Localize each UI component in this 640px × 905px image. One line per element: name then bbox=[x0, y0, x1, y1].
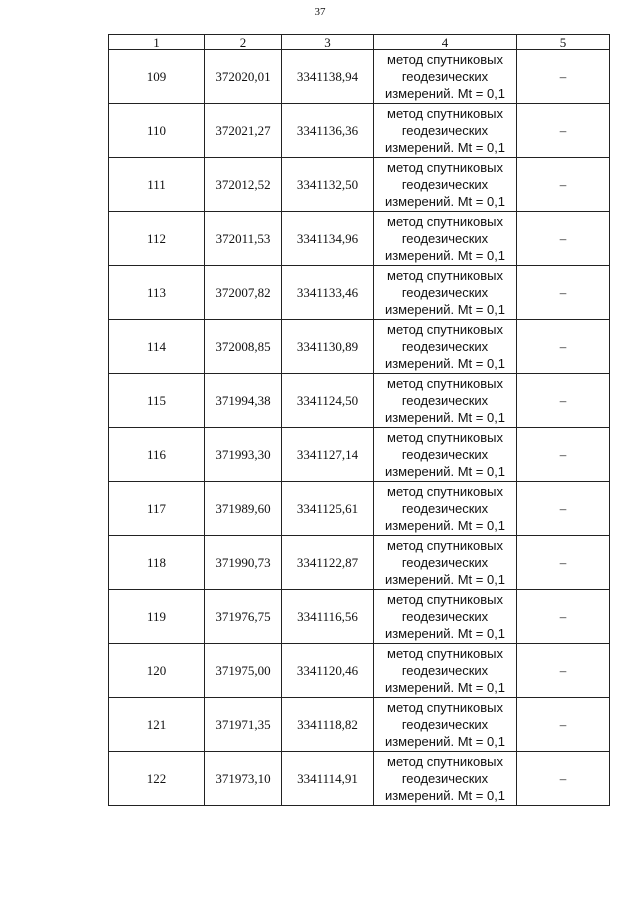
method-line: измерений. Mt = 0,1 bbox=[384, 518, 506, 533]
coordinate-y-cell: 3341138,94 bbox=[282, 50, 374, 104]
method-line: метод спутниковых bbox=[387, 106, 503, 121]
coordinate-y-cell: 3341136,36 bbox=[282, 104, 374, 158]
method-line: геодезических bbox=[401, 609, 489, 624]
coordinate-y-cell: 3341122,87 bbox=[282, 536, 374, 590]
method-line: измерений. Mt = 0,1 bbox=[384, 572, 506, 587]
method-line: метод спутниковых bbox=[387, 754, 503, 769]
method-line: измерений. Mt = 0,1 bbox=[384, 464, 506, 479]
note-cell: – bbox=[517, 266, 610, 320]
method-line: метод спутниковых bbox=[387, 322, 503, 337]
method-line: метод спутниковых bbox=[387, 376, 503, 391]
table-row bbox=[109, 536, 610, 590]
coordinate-x-cell: 371976,75 bbox=[205, 590, 282, 644]
coordinate-y-cell: 3341114,91 bbox=[282, 752, 374, 806]
coordinate-x-cell: 371990,73 bbox=[205, 536, 282, 590]
method-line: измерений. Mt = 0,1 bbox=[384, 140, 506, 155]
coordinate-x-cell: 372012,52 bbox=[205, 158, 282, 212]
method-line: метод спутниковых bbox=[387, 268, 503, 283]
table-row bbox=[109, 644, 610, 698]
method-line: геодезических bbox=[401, 717, 489, 732]
note-cell: – bbox=[517, 698, 610, 752]
point-number-cell: 109 bbox=[109, 50, 205, 104]
note-cell: – bbox=[517, 212, 610, 266]
method-cell bbox=[374, 536, 517, 590]
note-cell: – bbox=[517, 644, 610, 698]
method-cell bbox=[374, 266, 517, 320]
method-cell bbox=[374, 320, 517, 374]
coordinate-x-cell: 372008,85 bbox=[205, 320, 282, 374]
point-number-cell: 118 bbox=[109, 536, 205, 590]
coordinate-y-cell: 3341132,50 bbox=[282, 158, 374, 212]
coordinate-y-cell: 3341125,61 bbox=[282, 482, 374, 536]
note-cell: – bbox=[517, 752, 610, 806]
coordinate-x-cell: 372020,01 bbox=[205, 50, 282, 104]
method-line: геодезических bbox=[401, 501, 489, 516]
note-cell: – bbox=[517, 536, 610, 590]
method-line: измерений. Mt = 0,1 bbox=[384, 626, 506, 641]
point-number-cell: 112 bbox=[109, 212, 205, 266]
table-row bbox=[109, 698, 610, 752]
method-line: измерений. Mt = 0,1 bbox=[384, 194, 506, 209]
method-line: измерений. Mt = 0,1 bbox=[384, 248, 506, 263]
coordinate-y-cell: 3341130,89 bbox=[282, 320, 374, 374]
coordinate-y-cell: 3341120,46 bbox=[282, 644, 374, 698]
table-row bbox=[109, 104, 610, 158]
coordinate-y-cell: 3341118,82 bbox=[282, 698, 374, 752]
table-row bbox=[109, 212, 610, 266]
note-cell: – bbox=[517, 104, 610, 158]
method-cell bbox=[374, 374, 517, 428]
method-line: метод спутниковых bbox=[387, 160, 503, 175]
method-line: измерений. Mt = 0,1 bbox=[384, 86, 506, 101]
method-line: метод спутниковых bbox=[387, 484, 503, 499]
method-cell bbox=[374, 104, 517, 158]
note-cell: – bbox=[517, 590, 610, 644]
method-cell bbox=[374, 212, 517, 266]
table-row bbox=[109, 320, 610, 374]
method-line: измерений. Mt = 0,1 bbox=[384, 734, 506, 749]
coordinate-y-cell: 3341124,50 bbox=[282, 374, 374, 428]
method-line: геодезических bbox=[401, 339, 489, 354]
method-line: измерений. Mt = 0,1 bbox=[384, 788, 506, 803]
method-line: измерений. Mt = 0,1 bbox=[384, 680, 506, 695]
point-number-cell: 119 bbox=[109, 590, 205, 644]
method-line: геодезических bbox=[401, 69, 489, 84]
method-line: метод спутниковых bbox=[387, 538, 503, 553]
method-line: геодезических bbox=[401, 285, 489, 300]
point-number-cell: 122 bbox=[109, 752, 205, 806]
method-line: измерений. Mt = 0,1 bbox=[384, 356, 506, 371]
method-cell bbox=[374, 482, 517, 536]
method-line: измерений. Mt = 0,1 bbox=[384, 410, 506, 425]
table-row bbox=[109, 50, 610, 104]
table-row bbox=[109, 374, 610, 428]
coordinate-x-cell: 371971,35 bbox=[205, 698, 282, 752]
point-number-cell: 117 bbox=[109, 482, 205, 536]
method-cell bbox=[374, 590, 517, 644]
method-line: метод спутниковых bbox=[387, 52, 503, 67]
coordinate-y-cell: 3341133,46 bbox=[282, 266, 374, 320]
coordinate-x-cell: 371994,38 bbox=[205, 374, 282, 428]
note-cell: – bbox=[517, 320, 610, 374]
table-row bbox=[109, 428, 610, 482]
method-cell bbox=[374, 50, 517, 104]
method-cell bbox=[374, 158, 517, 212]
method-line: геодезических bbox=[401, 555, 489, 570]
coordinate-x-cell: 372011,53 bbox=[205, 212, 282, 266]
point-number-cell: 116 bbox=[109, 428, 205, 482]
point-number-cell: 115 bbox=[109, 374, 205, 428]
method-cell bbox=[374, 428, 517, 482]
note-cell: – bbox=[517, 428, 610, 482]
method-line: измерений. Mt = 0,1 bbox=[384, 302, 506, 317]
method-line: геодезических bbox=[401, 771, 489, 786]
note-cell: – bbox=[517, 482, 610, 536]
table-row bbox=[109, 158, 610, 212]
header-cell-1: 1 bbox=[109, 35, 205, 50]
method-line: метод спутниковых bbox=[387, 430, 503, 445]
note-cell: – bbox=[517, 50, 610, 104]
coordinate-y-cell: 3341134,96 bbox=[282, 212, 374, 266]
method-line: геодезических bbox=[401, 393, 489, 408]
method-line: метод спутниковых bbox=[387, 592, 503, 607]
point-number-cell: 114 bbox=[109, 320, 205, 374]
note-cell: – bbox=[517, 374, 610, 428]
point-number-cell: 121 bbox=[109, 698, 205, 752]
header-cell-3: 3 bbox=[282, 35, 374, 50]
method-line: геодезических bbox=[401, 231, 489, 246]
coordinate-x-cell: 371989,60 bbox=[205, 482, 282, 536]
coordinate-x-cell: 371973,10 bbox=[205, 752, 282, 806]
method-line: геодезических bbox=[401, 447, 489, 462]
coordinate-x-cell: 372007,82 bbox=[205, 266, 282, 320]
header-cell-4: 4 bbox=[374, 35, 517, 50]
point-number-cell: 110 bbox=[109, 104, 205, 158]
coordinates-table bbox=[108, 34, 610, 806]
table-row bbox=[109, 590, 610, 644]
method-cell bbox=[374, 752, 517, 806]
coordinate-y-cell: 3341127,14 bbox=[282, 428, 374, 482]
header-cell-5: 5 bbox=[517, 35, 610, 50]
point-number-cell: 113 bbox=[109, 266, 205, 320]
method-line: метод спутниковых bbox=[387, 646, 503, 661]
point-number-cell: 111 bbox=[109, 158, 205, 212]
method-line: метод спутниковых bbox=[387, 700, 503, 715]
coordinate-x-cell: 371993,30 bbox=[205, 428, 282, 482]
note-cell: – bbox=[517, 158, 610, 212]
method-cell bbox=[374, 644, 517, 698]
header-row bbox=[109, 35, 610, 50]
method-line: геодезических bbox=[401, 177, 489, 192]
table-row bbox=[109, 752, 610, 806]
coordinate-x-cell: 371975,00 bbox=[205, 644, 282, 698]
method-line: геодезических bbox=[401, 123, 489, 138]
page-number: 37 bbox=[314, 6, 326, 18]
method-cell bbox=[374, 698, 517, 752]
table-row bbox=[109, 266, 610, 320]
header-cell-2: 2 bbox=[205, 35, 282, 50]
point-number-cell: 120 bbox=[109, 644, 205, 698]
coordinate-y-cell: 3341116,56 bbox=[282, 590, 374, 644]
coordinate-x-cell: 372021,27 bbox=[205, 104, 282, 158]
table-body bbox=[109, 50, 610, 806]
method-line: геодезических bbox=[401, 663, 489, 678]
method-line: метод спутниковых bbox=[387, 214, 503, 229]
table-row bbox=[109, 482, 610, 536]
